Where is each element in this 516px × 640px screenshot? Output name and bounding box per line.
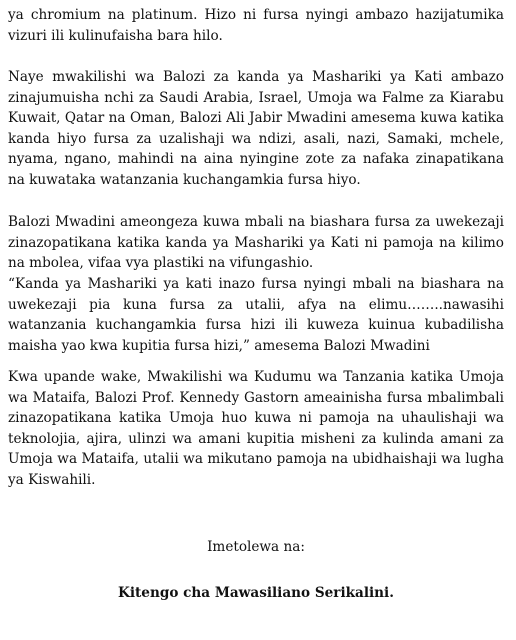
paragraph-quote: “Kanda ya Mashariki ya kati inazo fursa nyingi mbali na biashara na uwekezaji pia kuna fursa za utalii, afya na elimu……..nawasihi watanzania kuchangamkia fursa hizi ili kuweza kuinua kubadilisha maisha yao kwa kupitia fursa hizi,” amesema Balozi Mwadini [8,276,504,354]
paragraph-investment-opportunities: Balozi Mwadini ameongeza kuwa mbali na biashara fursa za uwekezaji zinazopatikana katika kanda ya Mashariki ya Kati ni pamoja na kilimo na mbolea, vifaa vya plastiki na vifungashio. [8,214,504,271]
signature-line: Kitengo cha Mawasiliano Serikalini. [118,585,394,601]
paragraph-un-representative: Kwa upande wake, Mwakilishi wa Kudumu wa Tanzania katika Umoja wa Mataifa, Balozi Prof. Kennedy Gastorn ameainisha fursa mbalimbali zinazopatikana katika Umoja huo kuwa ni pamoja na uhaulishaji wa teknolojia, ajira, ulinzi wa amani kupitia misheni za kulinda amani za Umoja wa Mataifa, utalii wa mikutano pamoja na ubidhaishaji wa lugha ya Kiswahili. [8,369,504,488]
closing-line: Imetolewa na: [207,539,305,555]
paragraph-middle-east-envoy: Naye mwakilishi wa Balozi za kanda ya Mashariki ya Kati ambazo zinajumuisha nchi za Saudi Arabia, Israel, Umoja wa Falme za Kiarabu Kuwait, Qatar na Oman, Balozi Ali Jabir Mwadini amesema kuwa katika kanda hiyo fursa za uzalishaji wa ndizi, asali, nazi, Samaki, mchele, nyama, ngano, mahindi na aina nyingine zote za nafaka zinapatikana na kuwataka watanzania kuchangamkia fursa hiyo. [8,69,504,188]
paragraph-continuation: ya chromium na platinum. Hizo ni fursa nyingi ambazo hazijatumika vizuri ili kulinufaisha bara hilo. [8,7,504,44]
